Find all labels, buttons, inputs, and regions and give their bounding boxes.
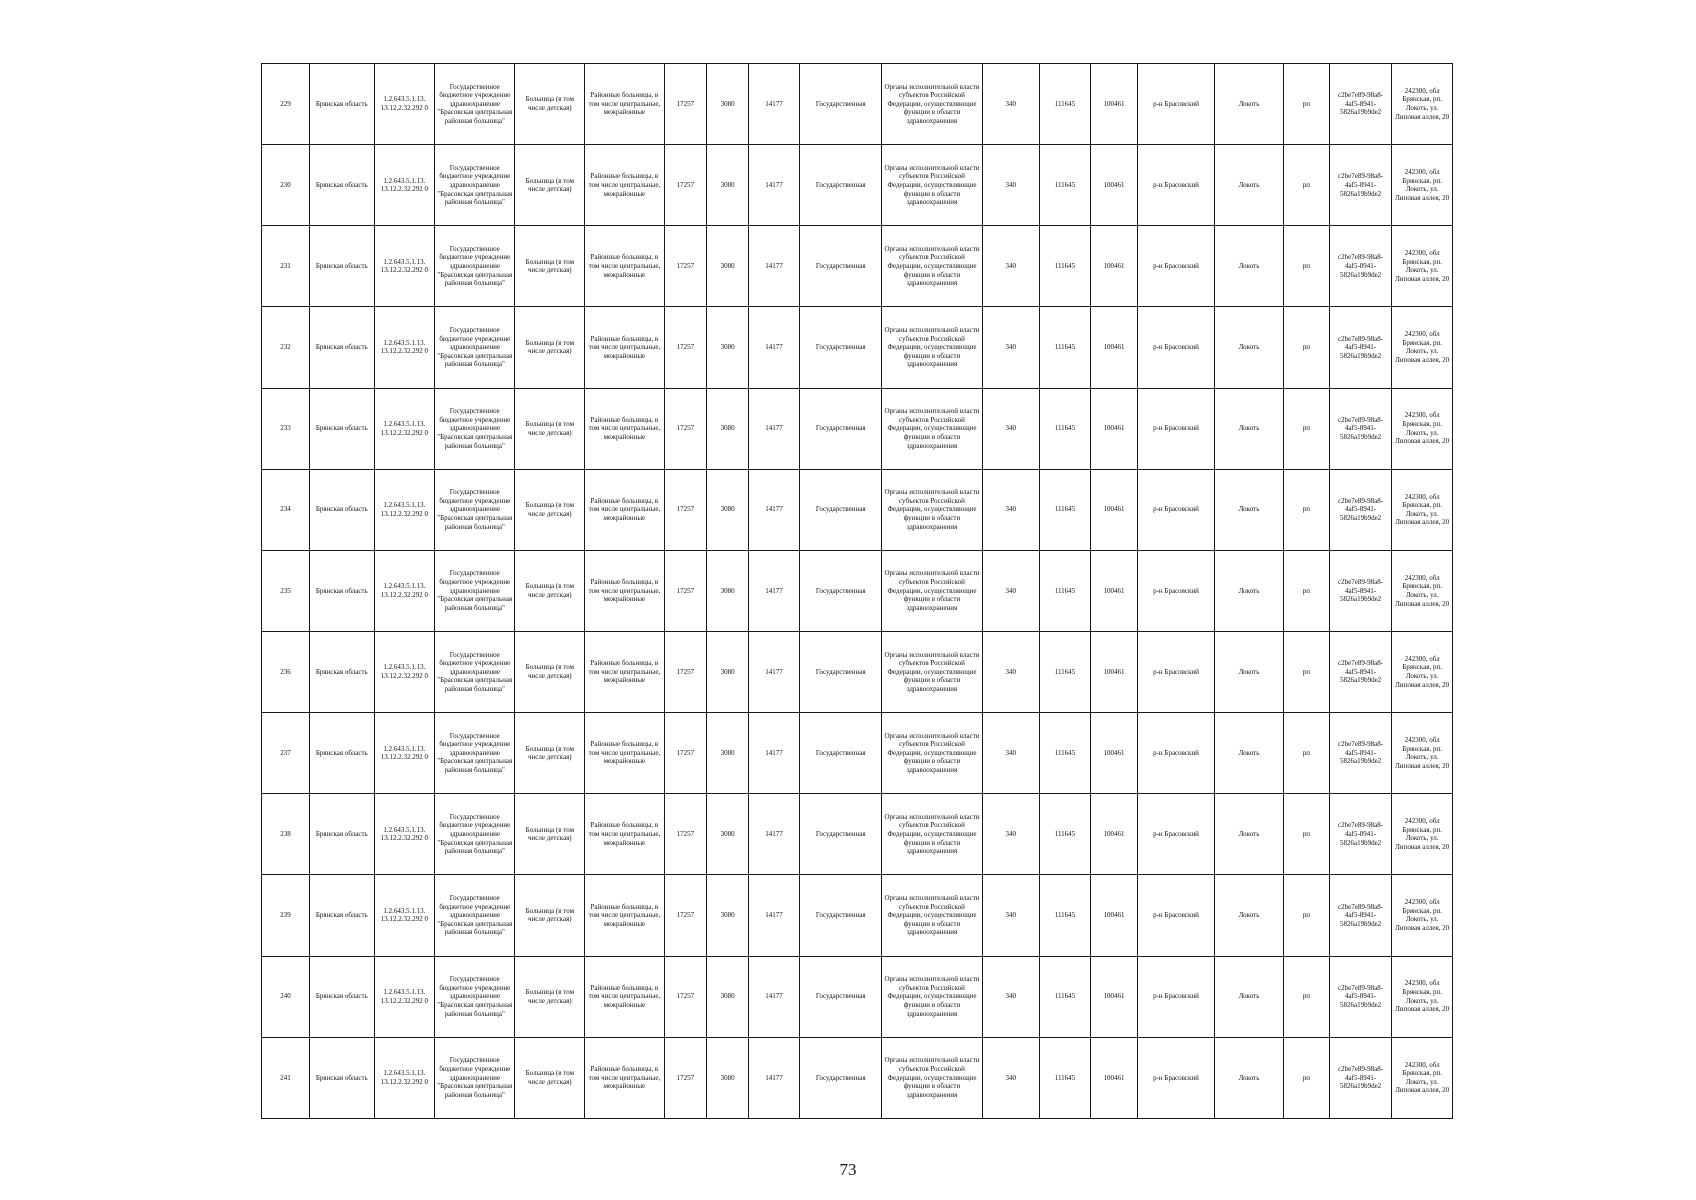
guid-cell: c2be7e89-98a8-4af5-8941-5826a19b9de2 xyxy=(1329,388,1392,469)
facility-type-cell: Больница (в том числе детская) xyxy=(515,550,585,631)
code-cell: 1.2.643.5.1.13. 13.12.2.32.292 0 xyxy=(374,794,434,875)
value-4-cell: 340 xyxy=(982,226,1039,307)
guid-cell: c2be7e89-98a8-4af5-8941-5826a19b9de2 xyxy=(1329,64,1392,145)
value-5-cell: 111645 xyxy=(1039,713,1090,794)
code-cell: 1.2.643.5.1.13. 13.12.2.32.292 0 xyxy=(374,1037,434,1118)
facility-type-cell: Больница (в том числе детская) xyxy=(515,1037,585,1118)
institution-name-cell: Государственное бюджетное учреждение здравоохранение "Брасовская центральная районная больница" xyxy=(435,1037,515,1118)
table-row xyxy=(262,713,1453,794)
value-1-cell: 17257 xyxy=(664,550,707,631)
facility-kind-cell: Районные больницы, в том числе центральные, межрайонные xyxy=(585,388,664,469)
locality-cell: Локоть xyxy=(1215,713,1284,794)
value-2-cell: 3080 xyxy=(707,794,749,875)
locality-cell: Локоть xyxy=(1215,307,1284,388)
locality-cell: Локоть xyxy=(1215,794,1284,875)
value-3-cell: 14177 xyxy=(748,1037,799,1118)
institution-name-cell: Государственное бюджетное учреждение здравоохранение "Брасовская центральная районная больница" xyxy=(435,713,515,794)
authority-cell: Органы исполнительной власти субъектов Российской Федерации, осуществляющие функции в области здравоохранения xyxy=(882,469,982,550)
code-cell: 1.2.643.5.1.13. 13.12.2.32.292 0 xyxy=(374,469,434,550)
code-cell: 1.2.643.5.1.13. 13.12.2.32.292 0 xyxy=(374,631,434,712)
value-6-cell: 100461 xyxy=(1091,956,1138,1037)
authority-cell: Органы исполнительной власти субъектов Российской Федерации, осуществляющие функции в области здравоохранения xyxy=(882,794,982,875)
value-5-cell: 111645 xyxy=(1039,388,1090,469)
region-cell: Брянская область xyxy=(309,631,374,712)
institution-name-cell: Государственное бюджетное учреждение здравоохранение "Брасовская центральная районная больница" xyxy=(435,145,515,226)
facility-type-cell: Больница (в том числе детская) xyxy=(515,794,585,875)
value-5-cell: 111645 xyxy=(1039,631,1090,712)
table-row xyxy=(262,64,1453,145)
guid-cell: c2be7e89-98a8-4af5-8941-5826a19b9de2 xyxy=(1329,1037,1392,1118)
ownership-cell: Государственная xyxy=(800,550,882,631)
region-cell: Брянская область xyxy=(309,794,374,875)
value-3-cell: 14177 xyxy=(748,631,799,712)
facility-kind-cell: Районные больницы, в том числе центральные, межрайонные xyxy=(585,64,664,145)
value-6-cell: 100461 xyxy=(1091,388,1138,469)
value-2-cell: 3080 xyxy=(707,145,749,226)
facility-kind-cell: Районные больницы, в том числе центральные, межрайонные xyxy=(585,794,664,875)
value-5-cell: 111645 xyxy=(1039,794,1090,875)
table-row xyxy=(262,226,1453,307)
ownership-cell: Государственная xyxy=(800,956,882,1037)
value-4-cell: 340 xyxy=(982,307,1039,388)
institution-name-cell: Государственное бюджетное учреждение здравоохранение "Брасовская центральная районная больница" xyxy=(435,388,515,469)
value-6-cell: 100461 xyxy=(1091,875,1138,956)
row-number: 237 xyxy=(262,713,310,794)
address-cell: 242300, обл Брянская, рп. Локоть, ул. Липовая аллея, 20 xyxy=(1392,713,1453,794)
value-4-cell: 340 xyxy=(982,956,1039,1037)
value-1-cell: 17257 xyxy=(664,1037,707,1118)
locality-type-cell: рп xyxy=(1283,631,1329,712)
code-cell: 1.2.643.5.1.13. 13.12.2.32.292 0 xyxy=(374,226,434,307)
table-row xyxy=(262,388,1453,469)
value-3-cell: 14177 xyxy=(748,145,799,226)
value-5-cell: 111645 xyxy=(1039,226,1090,307)
value-6-cell: 100461 xyxy=(1091,64,1138,145)
locality-type-cell: рп xyxy=(1283,469,1329,550)
locality-cell: Локоть xyxy=(1215,956,1284,1037)
code-cell: 1.2.643.5.1.13. 13.12.2.32.292 0 xyxy=(374,64,434,145)
ownership-cell: Государственная xyxy=(800,794,882,875)
authority-cell: Органы исполнительной власти субъектов Российской Федерации, осуществляющие функции в области здравоохранения xyxy=(882,307,982,388)
value-6-cell: 100461 xyxy=(1091,713,1138,794)
facility-kind-cell: Районные больницы, в том числе центральные, межрайонные xyxy=(585,226,664,307)
district-cell: р-н Брасовский xyxy=(1137,469,1214,550)
authority-cell: Органы исполнительной власти субъектов Российской Федерации, осуществляющие функции в области здравоохранения xyxy=(882,145,982,226)
institution-name-cell: Государственное бюджетное учреждение здравоохранение "Брасовская центральная районная больница" xyxy=(435,875,515,956)
value-2-cell: 3080 xyxy=(707,307,749,388)
registry-rows xyxy=(262,64,1453,1119)
guid-cell: c2be7e89-98a8-4af5-8941-5826a19b9de2 xyxy=(1329,145,1392,226)
ownership-cell: Государственная xyxy=(800,388,882,469)
value-3-cell: 14177 xyxy=(748,226,799,307)
institution-name-cell: Государственное бюджетное учреждение здравоохранение "Брасовская центральная районная больница" xyxy=(435,64,515,145)
value-3-cell: 14177 xyxy=(748,64,799,145)
address-cell: 242300, обл Брянская, рп. Локоть, ул. Липовая аллея, 20 xyxy=(1392,469,1453,550)
facility-type-cell: Больница (в том числе детская) xyxy=(515,226,585,307)
row-number: 234 xyxy=(262,469,310,550)
locality-type-cell: рп xyxy=(1283,794,1329,875)
district-cell: р-н Брасовский xyxy=(1137,631,1214,712)
ownership-cell: Государственная xyxy=(800,1037,882,1118)
table-row xyxy=(262,307,1453,388)
value-5-cell: 111645 xyxy=(1039,550,1090,631)
guid-cell: c2be7e89-98a8-4af5-8941-5826a19b9de2 xyxy=(1329,631,1392,712)
registry-table xyxy=(261,63,1453,1119)
value-1-cell: 17257 xyxy=(664,226,707,307)
locality-cell: Локоть xyxy=(1215,64,1284,145)
value-3-cell: 14177 xyxy=(748,713,799,794)
district-cell: р-н Брасовский xyxy=(1137,64,1214,145)
table-row xyxy=(262,469,1453,550)
guid-cell: c2be7e89-98a8-4af5-8941-5826a19b9de2 xyxy=(1329,550,1392,631)
locality-cell: Локоть xyxy=(1215,226,1284,307)
institution-name-cell: Государственное бюджетное учреждение здравоохранение "Брасовская центральная районная больница" xyxy=(435,631,515,712)
code-cell: 1.2.643.5.1.13. 13.12.2.32.292 0 xyxy=(374,875,434,956)
locality-type-cell: рп xyxy=(1283,550,1329,631)
locality-type-cell: рп xyxy=(1283,875,1329,956)
row-number: 233 xyxy=(262,388,310,469)
value-6-cell: 100461 xyxy=(1091,226,1138,307)
authority-cell: Органы исполнительной власти субъектов Российской Федерации, осуществляющие функции в области здравоохранения xyxy=(882,1037,982,1118)
address-cell: 242300, обл Брянская, рп. Локоть, ул. Липовая аллея, 20 xyxy=(1392,226,1453,307)
address-cell: 242300, обл Брянская, рп. Локоть, ул. Липовая аллея, 20 xyxy=(1392,64,1453,145)
row-number: 238 xyxy=(262,794,310,875)
facility-kind-cell: Районные больницы, в том числе центральные, межрайонные xyxy=(585,956,664,1037)
address-cell: 242300, обл Брянская, рп. Локоть, ул. Липовая аллея, 20 xyxy=(1392,956,1453,1037)
row-number: 236 xyxy=(262,631,310,712)
ownership-cell: Государственная xyxy=(800,875,882,956)
value-4-cell: 340 xyxy=(982,875,1039,956)
value-4-cell: 340 xyxy=(982,631,1039,712)
authority-cell: Органы исполнительной власти субъектов Российской Федерации, осуществляющие функции в области здравоохранения xyxy=(882,631,982,712)
value-1-cell: 17257 xyxy=(664,875,707,956)
value-2-cell: 3080 xyxy=(707,1037,749,1118)
address-cell: 242300, обл Брянская, рп. Локоть, ул. Липовая аллея, 20 xyxy=(1392,307,1453,388)
locality-type-cell: рп xyxy=(1283,145,1329,226)
facility-kind-cell: Районные больницы, в том числе центральные, межрайонные xyxy=(585,145,664,226)
facility-kind-cell: Районные больницы, в том числе центральные, межрайонные xyxy=(585,875,664,956)
row-number: 232 xyxy=(262,307,310,388)
ownership-cell: Государственная xyxy=(800,226,882,307)
district-cell: р-н Брасовский xyxy=(1137,713,1214,794)
facility-type-cell: Больница (в том числе детская) xyxy=(515,469,585,550)
locality-cell: Локоть xyxy=(1215,875,1284,956)
facility-kind-cell: Районные больницы, в том числе центральные, межрайонные xyxy=(585,631,664,712)
value-6-cell: 100461 xyxy=(1091,1037,1138,1118)
locality-type-cell: рп xyxy=(1283,1037,1329,1118)
value-2-cell: 3080 xyxy=(707,875,749,956)
region-cell: Брянская область xyxy=(309,307,374,388)
value-4-cell: 340 xyxy=(982,469,1039,550)
address-cell: 242300, обл Брянская, рп. Локоть, ул. Липовая аллея, 20 xyxy=(1392,631,1453,712)
value-1-cell: 17257 xyxy=(664,388,707,469)
region-cell: Брянская область xyxy=(309,388,374,469)
value-6-cell: 100461 xyxy=(1091,307,1138,388)
facility-kind-cell: Районные больницы, в том числе центральные, межрайонные xyxy=(585,550,664,631)
institution-name-cell: Государственное бюджетное учреждение здравоохранение "Брасовская центральная районная больница" xyxy=(435,794,515,875)
ownership-cell: Государственная xyxy=(800,64,882,145)
table-row xyxy=(262,631,1453,712)
authority-cell: Органы исполнительной власти субъектов Российской Федерации, осуществляющие функции в области здравоохранения xyxy=(882,550,982,631)
address-cell: 242300, обл Брянская, рп. Локоть, ул. Липовая аллея, 20 xyxy=(1392,550,1453,631)
address-cell: 242300, обл Брянская, рп. Локоть, ул. Липовая аллея, 20 xyxy=(1392,145,1453,226)
code-cell: 1.2.643.5.1.13. 13.12.2.32.292 0 xyxy=(374,307,434,388)
value-6-cell: 100461 xyxy=(1091,631,1138,712)
value-4-cell: 340 xyxy=(982,713,1039,794)
value-2-cell: 3080 xyxy=(707,388,749,469)
value-5-cell: 111645 xyxy=(1039,1037,1090,1118)
value-1-cell: 17257 xyxy=(664,631,707,712)
district-cell: р-н Брасовский xyxy=(1137,875,1214,956)
institution-name-cell: Государственное бюджетное учреждение здравоохранение "Брасовская центральная районная больница" xyxy=(435,550,515,631)
facility-kind-cell: Районные больницы, в том числе центральные, межрайонные xyxy=(585,469,664,550)
row-number: 240 xyxy=(262,956,310,1037)
value-1-cell: 17257 xyxy=(664,307,707,388)
value-4-cell: 340 xyxy=(982,794,1039,875)
value-6-cell: 100461 xyxy=(1091,469,1138,550)
guid-cell: c2be7e89-98a8-4af5-8941-5826a19b9de2 xyxy=(1329,956,1392,1037)
authority-cell: Органы исполнительной власти субъектов Российской Федерации, осуществляющие функции в области здравоохранения xyxy=(882,226,982,307)
row-number: 231 xyxy=(262,226,310,307)
locality-type-cell: рп xyxy=(1283,388,1329,469)
district-cell: р-н Брасовский xyxy=(1137,307,1214,388)
institution-name-cell: Государственное бюджетное учреждение здравоохранение "Брасовская центральная районная больница" xyxy=(435,307,515,388)
district-cell: р-н Брасовский xyxy=(1137,550,1214,631)
table-row xyxy=(262,956,1453,1037)
guid-cell: c2be7e89-98a8-4af5-8941-5826a19b9de2 xyxy=(1329,794,1392,875)
locality-cell: Локоть xyxy=(1215,550,1284,631)
value-4-cell: 340 xyxy=(982,388,1039,469)
ownership-cell: Государственная xyxy=(800,631,882,712)
facility-type-cell: Больница (в том числе детская) xyxy=(515,713,585,794)
value-4-cell: 340 xyxy=(982,145,1039,226)
district-cell: р-н Брасовский xyxy=(1137,145,1214,226)
value-3-cell: 14177 xyxy=(748,307,799,388)
guid-cell: c2be7e89-98a8-4af5-8941-5826a19b9de2 xyxy=(1329,469,1392,550)
locality-type-cell: рп xyxy=(1283,64,1329,145)
value-3-cell: 14177 xyxy=(748,875,799,956)
locality-type-cell: рп xyxy=(1283,713,1329,794)
region-cell: Брянская область xyxy=(309,875,374,956)
ownership-cell: Государственная xyxy=(800,469,882,550)
value-5-cell: 111645 xyxy=(1039,469,1090,550)
district-cell: р-н Брасовский xyxy=(1137,388,1214,469)
value-5-cell: 111645 xyxy=(1039,145,1090,226)
row-number: 235 xyxy=(262,550,310,631)
code-cell: 1.2.643.5.1.13. 13.12.2.32.292 0 xyxy=(374,713,434,794)
authority-cell: Органы исполнительной власти субъектов Российской Федерации, осуществляющие функции в области здравоохранения xyxy=(882,64,982,145)
address-cell: 242300, обл Брянская, рп. Локоть, ул. Липовая аллея, 20 xyxy=(1392,794,1453,875)
institution-name-cell: Государственное бюджетное учреждение здравоохранение "Брасовская центральная районная больница" xyxy=(435,226,515,307)
region-cell: Брянская область xyxy=(309,226,374,307)
value-3-cell: 14177 xyxy=(748,469,799,550)
locality-cell: Локоть xyxy=(1215,145,1284,226)
value-6-cell: 100461 xyxy=(1091,145,1138,226)
district-cell: р-н Брасовский xyxy=(1137,794,1214,875)
guid-cell: c2be7e89-98a8-4af5-8941-5826a19b9de2 xyxy=(1329,713,1392,794)
value-5-cell: 111645 xyxy=(1039,64,1090,145)
guid-cell: c2be7e89-98a8-4af5-8941-5826a19b9de2 xyxy=(1329,307,1392,388)
value-3-cell: 14177 xyxy=(748,956,799,1037)
region-cell: Брянская область xyxy=(309,713,374,794)
value-2-cell: 3080 xyxy=(707,550,749,631)
ownership-cell: Государственная xyxy=(800,145,882,226)
facility-type-cell: Больница (в том числе детская) xyxy=(515,956,585,1037)
institution-name-cell: Государственное бюджетное учреждение здравоохранение "Брасовская центральная районная больница" xyxy=(435,469,515,550)
region-cell: Брянская область xyxy=(309,550,374,631)
value-1-cell: 17257 xyxy=(664,713,707,794)
facility-type-cell: Больница (в том числе детская) xyxy=(515,388,585,469)
district-cell: р-н Брасовский xyxy=(1137,1037,1214,1118)
district-cell: р-н Брасовский xyxy=(1137,226,1214,307)
address-cell: 242300, обл Брянская, рп. Локоть, ул. Липовая аллея, 20 xyxy=(1392,1037,1453,1118)
authority-cell: Органы исполнительной власти субъектов Российской Федерации, осуществляющие функции в области здравоохранения xyxy=(882,388,982,469)
guid-cell: c2be7e89-98a8-4af5-8941-5826a19b9de2 xyxy=(1329,226,1392,307)
locality-cell: Локоть xyxy=(1215,469,1284,550)
region-cell: Брянская область xyxy=(309,956,374,1037)
value-1-cell: 17257 xyxy=(664,64,707,145)
locality-type-cell: рп xyxy=(1283,226,1329,307)
facility-type-cell: Больница (в том числе детская) xyxy=(515,631,585,712)
code-cell: 1.2.643.5.1.13. 13.12.2.32.292 0 xyxy=(374,956,434,1037)
ownership-cell: Государственная xyxy=(800,713,882,794)
value-1-cell: 17257 xyxy=(664,145,707,226)
facility-kind-cell: Районные больницы, в том числе центральные, межрайонные xyxy=(585,307,664,388)
table-row xyxy=(262,1037,1453,1118)
value-2-cell: 3080 xyxy=(707,226,749,307)
value-4-cell: 340 xyxy=(982,550,1039,631)
table-row xyxy=(262,794,1453,875)
table-row xyxy=(262,145,1453,226)
value-1-cell: 17257 xyxy=(664,794,707,875)
locality-cell: Локоть xyxy=(1215,631,1284,712)
code-cell: 1.2.643.5.1.13. 13.12.2.32.292 0 xyxy=(374,388,434,469)
value-4-cell: 340 xyxy=(982,1037,1039,1118)
district-cell: р-н Брасовский xyxy=(1137,956,1214,1037)
value-6-cell: 100461 xyxy=(1091,550,1138,631)
row-number: 241 xyxy=(262,1037,310,1118)
locality-type-cell: рп xyxy=(1283,307,1329,388)
facility-kind-cell: Районные больницы, в том числе центральные, межрайонные xyxy=(585,713,664,794)
value-5-cell: 111645 xyxy=(1039,307,1090,388)
authority-cell: Органы исполнительной власти субъектов Российской Федерации, осуществляющие функции в области здравоохранения xyxy=(882,875,982,956)
region-cell: Брянская область xyxy=(309,1037,374,1118)
facility-type-cell: Больница (в том числе детская) xyxy=(515,875,585,956)
value-1-cell: 17257 xyxy=(664,956,707,1037)
code-cell: 1.2.643.5.1.13. 13.12.2.32.292 0 xyxy=(374,145,434,226)
value-4-cell: 340 xyxy=(982,64,1039,145)
locality-type-cell: рп xyxy=(1283,956,1329,1037)
locality-cell: Локоть xyxy=(1215,1037,1284,1118)
facility-type-cell: Больница (в том числе детская) xyxy=(515,307,585,388)
value-5-cell: 111645 xyxy=(1039,875,1090,956)
table-row xyxy=(262,550,1453,631)
facility-kind-cell: Районные больницы, в том числе центральные, межрайонные xyxy=(585,1037,664,1118)
page-number: 73 xyxy=(839,1160,857,1179)
facility-type-cell: Больница (в том числе детская) xyxy=(515,64,585,145)
address-cell: 242300, обл Брянская, рп. Локоть, ул. Липовая аллея, 20 xyxy=(1392,875,1453,956)
region-cell: Брянская область xyxy=(309,145,374,226)
authority-cell: Органы исполнительной власти субъектов Российской Федерации, осуществляющие функции в области здравоохранения xyxy=(882,956,982,1037)
authority-cell: Органы исполнительной власти субъектов Российской Федерации, осуществляющие функции в области здравоохранения xyxy=(882,713,982,794)
value-3-cell: 14177 xyxy=(748,388,799,469)
value-3-cell: 14177 xyxy=(748,794,799,875)
value-1-cell: 17257 xyxy=(664,469,707,550)
value-2-cell: 3080 xyxy=(707,713,749,794)
table-row xyxy=(262,875,1453,956)
locality-cell: Локоть xyxy=(1215,388,1284,469)
address-cell: 242300, обл Брянская, рп. Локоть, ул. Липовая аллея, 20 xyxy=(1392,388,1453,469)
row-number: 229 xyxy=(262,64,310,145)
guid-cell: c2be7e89-98a8-4af5-8941-5826a19b9de2 xyxy=(1329,875,1392,956)
facility-type-cell: Больница (в том числе детская) xyxy=(515,145,585,226)
code-cell: 1.2.643.5.1.13. 13.12.2.32.292 0 xyxy=(374,550,434,631)
region-cell: Брянская область xyxy=(309,469,374,550)
value-2-cell: 3080 xyxy=(707,64,749,145)
value-5-cell: 111645 xyxy=(1039,956,1090,1037)
ownership-cell: Государственная xyxy=(800,307,882,388)
value-2-cell: 3080 xyxy=(707,956,749,1037)
region-cell: Брянская область xyxy=(309,64,374,145)
row-number: 230 xyxy=(262,145,310,226)
value-3-cell: 14177 xyxy=(748,550,799,631)
row-number: 239 xyxy=(262,875,310,956)
value-6-cell: 100461 xyxy=(1091,794,1138,875)
value-2-cell: 3080 xyxy=(707,631,749,712)
value-2-cell: 3080 xyxy=(707,469,749,550)
institution-name-cell: Государственное бюджетное учреждение здравоохранение "Брасовская центральная районная больница" xyxy=(435,956,515,1037)
